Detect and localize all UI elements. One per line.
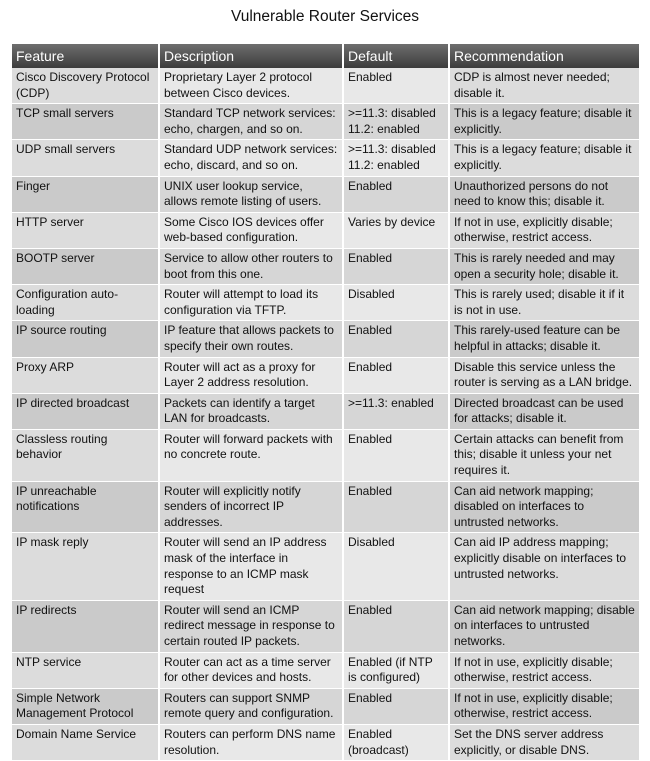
table-row	[12, 600, 639, 652]
cell-description: Router can act as a time server for other devices and hosts.	[159, 652, 343, 688]
cell-description: Proprietary Layer 2 protocol between Cisco devices.	[159, 68, 343, 104]
cell-feature: Simple Network Management Protocol	[12, 688, 159, 724]
cell-description: Router will act as a proxy for Layer 2 address resolution.	[159, 357, 343, 393]
cell-feature: TCP small servers	[12, 104, 159, 140]
cell-default: Enabled	[343, 481, 449, 533]
cell-default: Enabled	[343, 688, 449, 724]
cell-default: Enabled	[343, 600, 449, 652]
table-row	[12, 212, 639, 248]
table-row	[12, 321, 639, 357]
cell-description: Router will attempt to load its configuration via TFTP.	[159, 285, 343, 321]
table-row	[12, 688, 639, 724]
table-row	[12, 481, 639, 533]
cell-recommendation: Certain attacks can benefit from this; disable it unless your net requires it.	[449, 429, 639, 481]
cell-feature: IP mask reply	[12, 533, 159, 600]
cell-feature: IP source routing	[12, 321, 159, 357]
cell-recommendation: Unauthorized persons do not need to know this; disable it.	[449, 176, 639, 212]
column-header-description: Description	[159, 44, 343, 68]
table-row	[12, 248, 639, 284]
cell-feature: IP directed broadcast	[12, 393, 159, 429]
cell-feature: IP unreachable notifications	[12, 481, 159, 533]
table-row	[12, 104, 639, 140]
cell-description: Some Cisco IOS devices offer web-based configuration.	[159, 212, 343, 248]
cell-default: Enabled	[343, 176, 449, 212]
table-row	[12, 68, 639, 104]
table-row	[12, 176, 639, 212]
cell-default: >=11.3: enabled	[343, 393, 449, 429]
cell-recommendation: If not in use, explicitly disable; otherwise, restrict access.	[449, 652, 639, 688]
cell-default: >=11.3: disabled 11.2: enabled	[343, 104, 449, 140]
cell-feature: UDP small servers	[12, 140, 159, 176]
cell-feature: BOOTP server	[12, 248, 159, 284]
cell-recommendation: If not in use, explicitly disable; otherwise, restrict access.	[449, 212, 639, 248]
header-row	[12, 44, 639, 68]
cell-feature: Cisco Discovery Protocol (CDP)	[12, 68, 159, 104]
cell-feature: Domain Name Service	[12, 724, 159, 760]
cell-default: Varies by device	[343, 212, 449, 248]
cell-default: Enabled	[343, 429, 449, 481]
table-row	[12, 140, 639, 176]
cell-description: Router will explicitly notify senders of incorrect IP addresses.	[159, 481, 343, 533]
cell-feature: HTTP server	[12, 212, 159, 248]
cell-default: Disabled	[343, 285, 449, 321]
cell-recommendation: Can aid IP address mapping; explicitly disable on interfaces to untrusted networks.	[449, 533, 639, 600]
cell-description: Router will send an ICMP redirect message in response to certain routed IP packets.	[159, 600, 343, 652]
table-row	[12, 724, 639, 760]
column-header-default: Default	[343, 44, 449, 68]
table-body	[12, 68, 639, 761]
cell-feature: NTP service	[12, 652, 159, 688]
cell-default: >=11.3: disabled 11.2: enabled	[343, 140, 449, 176]
table-row	[12, 357, 639, 393]
cell-description: Standard TCP network services: echo, chargen, and so on.	[159, 104, 343, 140]
cell-default: Enabled (if NTP is configured)	[343, 652, 449, 688]
cell-description: Router will forward packets with no concrete route.	[159, 429, 343, 481]
cell-recommendation: This is a legacy feature; disable it explicitly.	[449, 140, 639, 176]
cell-default: Enabled (broadcast)	[343, 724, 449, 760]
cell-feature: Finger	[12, 176, 159, 212]
cell-feature: Configuration auto-loading	[12, 285, 159, 321]
cell-recommendation: This is rarely needed and may open a security hole; disable it.	[449, 248, 639, 284]
cell-description: Router will send an IP address mask of the interface in response to an ICMP mask request	[159, 533, 343, 600]
cell-recommendation: Set the DNS server address explicitly, or disable DNS.	[449, 724, 639, 760]
table-row	[12, 429, 639, 481]
table-row	[12, 393, 639, 429]
cell-recommendation: Can aid network mapping; disable on interfaces to untrusted networks.	[449, 600, 639, 652]
table-row	[12, 652, 639, 688]
cell-default: Enabled	[343, 357, 449, 393]
cell-recommendation: This rarely-used feature can be helpful in attacks; disable it.	[449, 321, 639, 357]
cell-description: Service to allow other routers to boot from this one.	[159, 248, 343, 284]
cell-description: UNIX user lookup service, allows remote listing of users.	[159, 176, 343, 212]
cell-recommendation: Disable this service unless the router is serving as a LAN bridge.	[449, 357, 639, 393]
page-title: Vulnerable Router Services	[230, 8, 420, 25]
table-row	[12, 533, 639, 600]
cell-recommendation: Can aid network mapping; disabled on interfaces to untrusted networks.	[449, 481, 639, 533]
cell-default: Enabled	[343, 248, 449, 284]
cell-default: Enabled	[343, 68, 449, 104]
cell-recommendation: CDP is almost never needed; disable it.	[449, 68, 639, 104]
table-row	[12, 285, 639, 321]
cell-feature: Proxy ARP	[12, 357, 159, 393]
cell-feature: IP redirects	[12, 600, 159, 652]
cell-description: IP feature that allows packets to specify their own routes.	[159, 321, 343, 357]
services-table	[12, 44, 639, 761]
column-header-feature: Feature	[12, 44, 159, 68]
cell-description: Routers can perform DNS name resolution.	[159, 724, 343, 760]
cell-description: Packets can identify a target LAN for broadcasts.	[159, 393, 343, 429]
cell-recommendation: This is rarely used; disable it if it is not in use.	[449, 285, 639, 321]
cell-feature: Classless routing behavior	[12, 429, 159, 481]
cell-default: Enabled	[343, 321, 449, 357]
cell-recommendation: Directed broadcast can be used for attacks; disable it.	[449, 393, 639, 429]
column-header-recommendation: Recommendation	[449, 44, 639, 68]
cell-default: Disabled	[343, 533, 449, 600]
cell-recommendation: If not in use, explicitly disable; otherwise, restrict access.	[449, 688, 639, 724]
cell-recommendation: This is a legacy feature; disable it explicitly.	[449, 104, 639, 140]
cell-description: Standard UDP network services: echo, discard, and so on.	[159, 140, 343, 176]
cell-description: Routers can support SNMP remote query and configuration.	[159, 688, 343, 724]
